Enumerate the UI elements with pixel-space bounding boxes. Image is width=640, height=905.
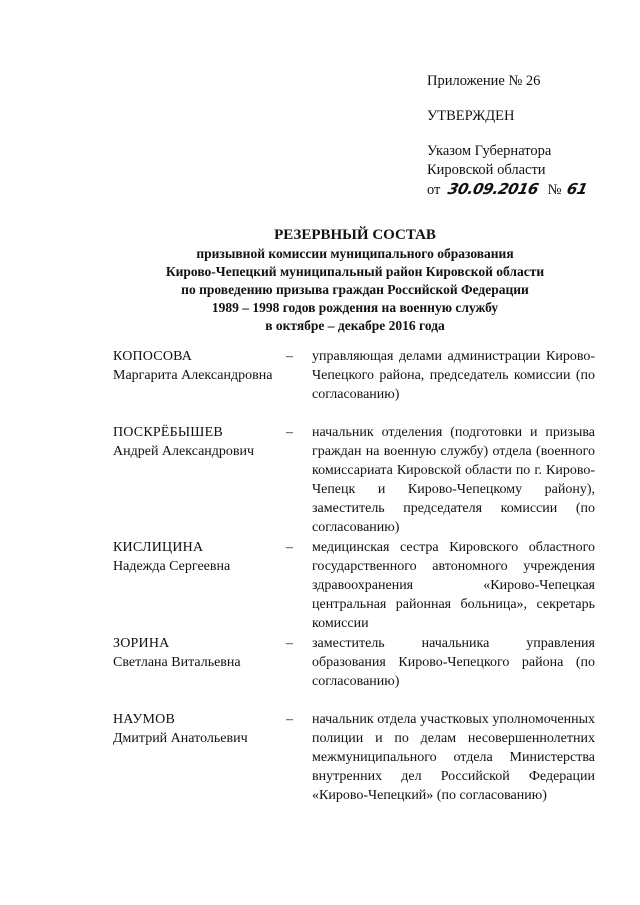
- member-dash: –: [286, 636, 293, 651]
- title-line-2: призывной комиссии муниципального образования: [196, 246, 514, 261]
- title-line-6: в октябре – декабре 2016 года: [265, 318, 445, 333]
- member-entry: [113, 710, 595, 805]
- handwritten-date: 30.09.2016: [446, 180, 540, 198]
- member-given-names: Маргарита Александровна: [113, 368, 273, 383]
- member-surname: НАУМОВ: [113, 712, 175, 727]
- decree-line-1: Указом Губернатора: [427, 143, 552, 159]
- document-title: [100, 226, 610, 335]
- member-role: управляющая делами администрации Кирово-Чепецкого района, председатель комиссии (по согласованию): [312, 349, 595, 402]
- member-given-names: Светлана Витальевна: [113, 655, 241, 670]
- member-dash: –: [286, 540, 293, 555]
- member-entry: [113, 347, 595, 404]
- member-surname: КИСЛИЦИНА: [113, 540, 204, 555]
- appendix-number: Приложение № 26: [427, 73, 541, 89]
- member-name: [113, 423, 283, 537]
- member-role: заместитель начальника управления образования Кирово-Чепецкого района (по согласованию): [312, 636, 595, 689]
- member-given-names: Дмитрий Анатольевич: [113, 731, 248, 746]
- member-role: медицинская сестра Кировского областного государственного автономного учреждения здравоохранения «Кирово-Чепецкая центральная районная больница», секретарь комиссии: [312, 540, 595, 631]
- member-dash: –: [286, 425, 293, 440]
- member-name: [113, 634, 283, 691]
- member-given-names: Андрей Александрович: [113, 444, 255, 459]
- member-surname: КОПОСОВА: [113, 349, 193, 364]
- member-role: начальник отдела участковых уполномоченных полиции и по делам несовершеннолетних межмуниципального отдела Министерства внутренних дел Российской Федерации «Кирово-Чепецкий» (по согласованию): [312, 712, 595, 803]
- member-surname: ПОСКРЁБЫШЕВ: [113, 425, 223, 440]
- member-name: [113, 347, 283, 404]
- decree-line-2: Кировской области: [427, 162, 546, 178]
- title-line-3: Кирово-Чепецкий муниципальный район Кировской области: [165, 264, 545, 279]
- approved-stamp-text: УТВЕРЖДЕН: [427, 108, 515, 124]
- member-surname: ЗОРИНА: [113, 636, 170, 651]
- title-main: РЕЗЕРВНЫЙ СОСТАВ: [274, 227, 436, 243]
- member-entry: [113, 423, 595, 537]
- title-line-5: 1989 – 1998 годов рождения на военную службу: [211, 300, 499, 315]
- member-given-names: Надежда Сергеевна: [113, 559, 231, 574]
- member-name: [113, 538, 283, 633]
- member-entry: [113, 538, 595, 633]
- number-label: №: [547, 182, 562, 198]
- member-name: [113, 710, 283, 805]
- member-dash: –: [286, 712, 293, 727]
- member-entry: [113, 634, 595, 691]
- date-prefix: от: [427, 182, 441, 198]
- approval-block: [427, 72, 627, 200]
- title-line-4: по проведению призыва граждан Российской Федерации: [181, 282, 529, 297]
- decree-date-line: [427, 180, 627, 200]
- handwritten-number: 61: [565, 180, 589, 198]
- member-role: начальник отделения (подготовки и призыва граждан на военную службу) отдела (военного комиссариата Кировской области по г. Кирово-Чепецк и Кирово-Чепецкому району), заместитель председателя комиссии (по согласованию): [312, 425, 595, 535]
- member-dash: –: [286, 349, 293, 364]
